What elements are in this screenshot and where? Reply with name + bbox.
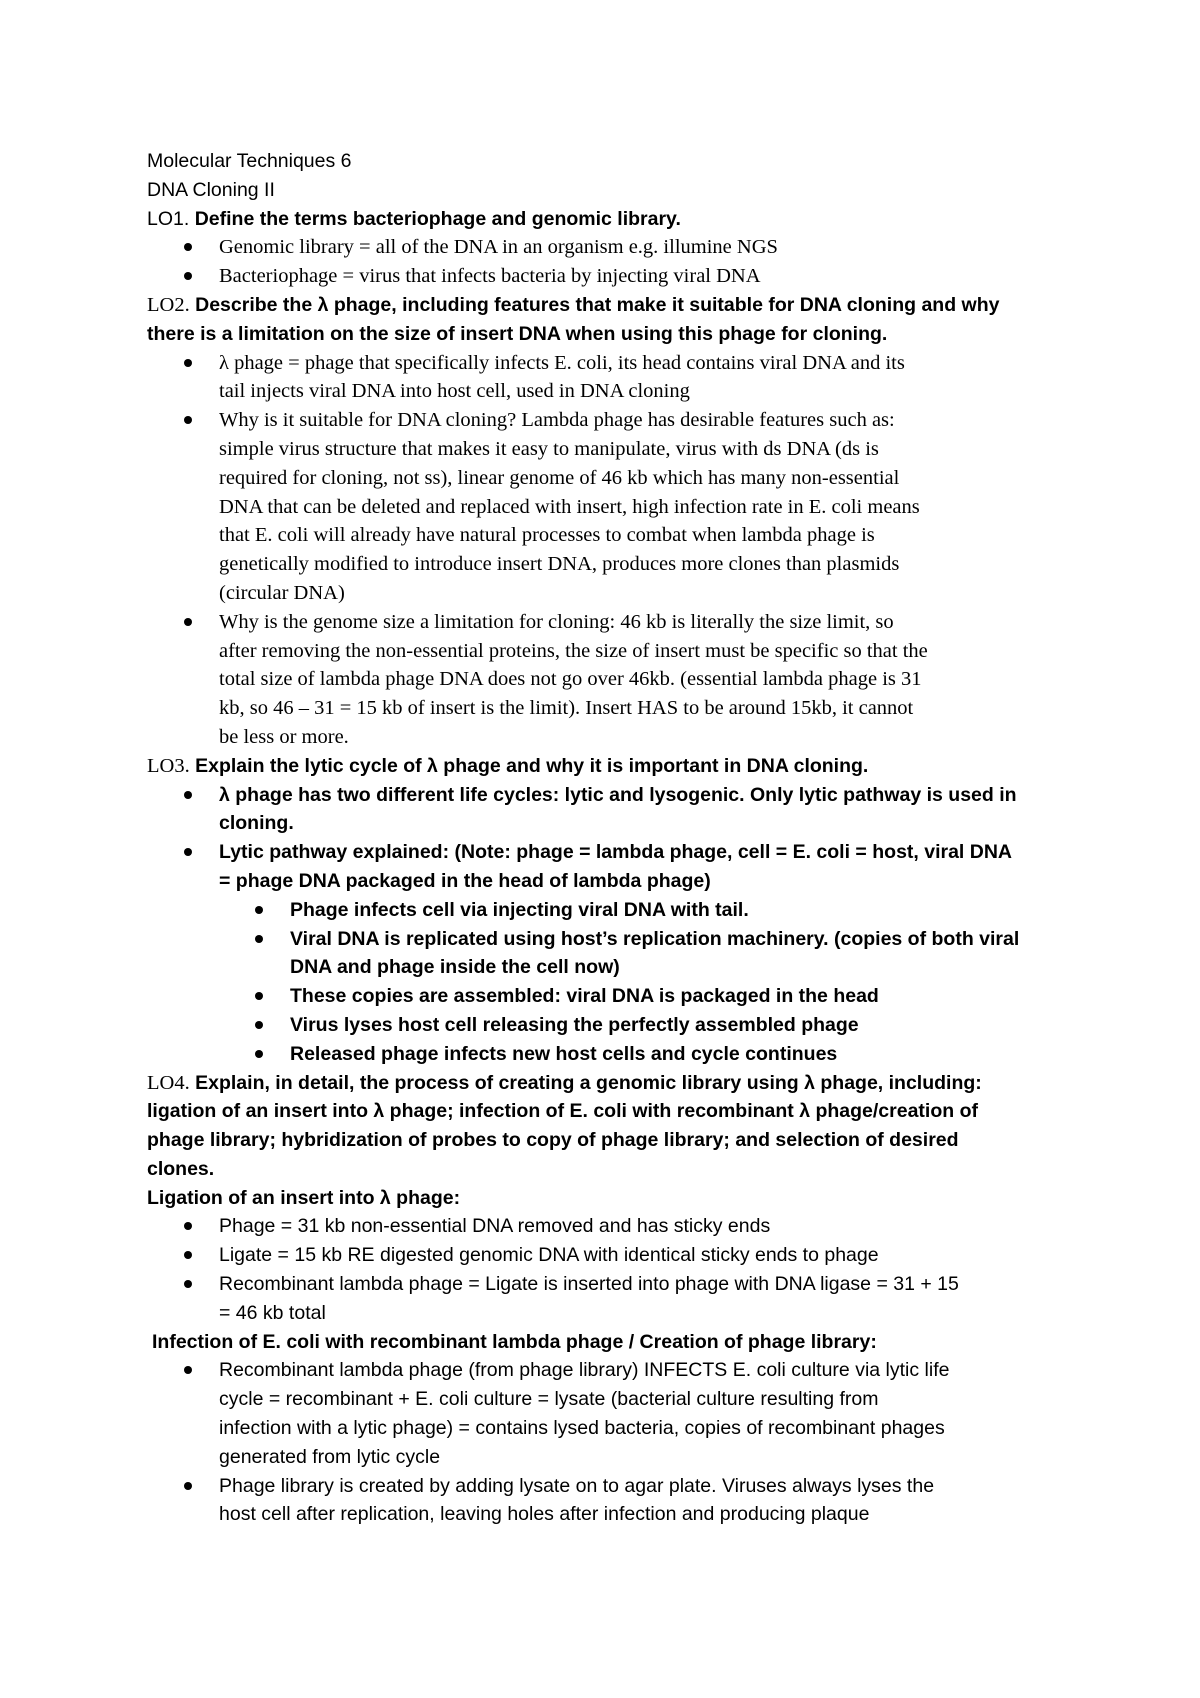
doc-title: Molecular Techniques 6 [147,150,352,172]
lo3-sublist [147,896,1077,1069]
list-item: Phage library is created by adding lysate on to agar plate. Viruses always lyses the host cell after replication, leaving holes after infection and producing plaque [147,1472,1077,1530]
lo3-list [147,781,1077,896]
bullet-icon [184,1482,192,1490]
list-item: Released phage infects new host cells and cycle continues [147,1040,1077,1069]
list-item: λ phage has two different life cycles: lytic and lysogenic. Only lytic pathway is used in cloning. [147,781,1077,839]
infection-list [147,1356,1077,1529]
bullet-icon [184,272,192,280]
lo3-heading: LO3. Explain the lytic cycle of λ phage and why it is important in DNA cloning. [147,754,869,777]
document-page [147,147,1077,1529]
bullet-icon [184,416,192,424]
lo4-heading-cont: ligation of an insert into λ phage; infection of E. coli with recombinant λ phage/creation of [147,1100,978,1123]
lo2-heading: LO2. Describe the λ phage, including features that make it suitable for DNA cloning and why [147,293,1000,316]
list-item: Recombinant lambda phage (from phage library) INFECTS E. coli culture via lytic life cycle = recombinant + E. coli culture = lysate (bacterial culture resulting from infection with a lytic phage) = contains lysed bacteria, copies of recombinant phages generated from lytic cycle [147,1356,1077,1471]
doc-subtitle: DNA Cloning II [147,178,275,201]
lo2-list [147,349,1077,752]
list-item: Genomic library = all of the DNA in an organism e.g. illumine NGS [147,233,1077,262]
list-item: These copies are assembled: viral DNA is packaged in the head [147,982,1077,1011]
list-item: Viral DNA is replicated using host’s replication machinery. (copies of both viral DNA and phage inside the cell now) [147,925,1077,983]
bullet-icon [184,359,192,367]
list-item: Bacteriophage = virus that infects bacteria by injecting viral DNA [147,262,1077,291]
bullet-icon [255,1050,263,1058]
bullet-icon [184,1366,192,1374]
bullet-icon [184,1280,192,1288]
ligation-list [147,1212,1077,1327]
ligation-heading: Ligation of an insert into λ phage: [147,1186,461,1209]
list-item: Phage = 31 kb non-essential DNA removed and has sticky ends [147,1212,1077,1241]
bullet-icon [184,791,192,799]
list-item: Lytic pathway explained: (Note: phage = lambda phage, cell = E. coli = host, viral DNA = phage DNA packaged in the head of lambda phage) [147,838,1077,896]
lo1-heading: LO1. Define the terms bacteriophage and genomic library. [147,207,681,230]
bullet-icon [184,1222,192,1230]
bullet-icon [255,1021,263,1029]
list-item: Recombinant lambda phage = Ligate is inserted into phage with DNA ligase = 31 + 15 = 46 kb total [147,1270,1077,1328]
list-item: λ phage = phage that specifically infects E. coli, its head contains viral DNA and its tail injects viral DNA into host cell, used in DNA cloning [147,349,1077,407]
bullet-icon [184,243,192,251]
bullet-icon [255,935,263,943]
list-item: Why is it suitable for DNA cloning? Lambda phage has desirable features such as: simple virus structure that makes it easy to manipulate, virus with ds DNA (ds is required for cloning, not ss), linear genome of 46 kb which has many non-essential DNA that can be deleted and replaced with insert, high infection rate in E. coli means that E. coli will already have natural processes to combat when lambda phage is genetically modified to introduce insert DNA, produces more clones than plasmids (circular DNA) [147,406,1077,608]
list-item: Phage infects cell via injecting viral DNA with tail. [147,896,1077,925]
lo4-heading-cont: clones. [147,1157,215,1180]
lo2-heading-cont: there is a limitation on the size of insert DNA when using this phage for cloning. [147,322,888,345]
lo4-heading: LO4. Explain, in detail, the process of creating a genomic library using λ phage, including: [147,1071,982,1094]
bullet-icon [255,992,263,1000]
list-item: Ligate = 15 kb RE digested genomic DNA with identical sticky ends to phage [147,1241,1077,1270]
lo4-heading-cont: phage library; hybridization of probes to copy of phage library; and selection of desired [147,1129,959,1152]
list-item: Virus lyses host cell releasing the perfectly assembled phage [147,1011,1077,1040]
infection-heading: Infection of E. coli with recombinant lambda phage / Creation of phage library: [152,1330,877,1353]
bullet-icon [184,1251,192,1259]
bullet-icon [184,848,192,856]
lo1-list [147,233,1077,291]
bullet-icon [255,906,263,914]
list-item: Why is the genome size a limitation for cloning: 46 kb is literally the size limit, so after removing the non-essential proteins, the size of insert must be specific so that the total size of lambda phage DNA does not go over 46kb. (essential lambda phage is 31 kb, so 46 – 31 = 15 kb of insert is the limit). Insert HAS to be around 15kb, it cannot be less or more. [147,608,1077,752]
bullet-icon [184,618,192,626]
